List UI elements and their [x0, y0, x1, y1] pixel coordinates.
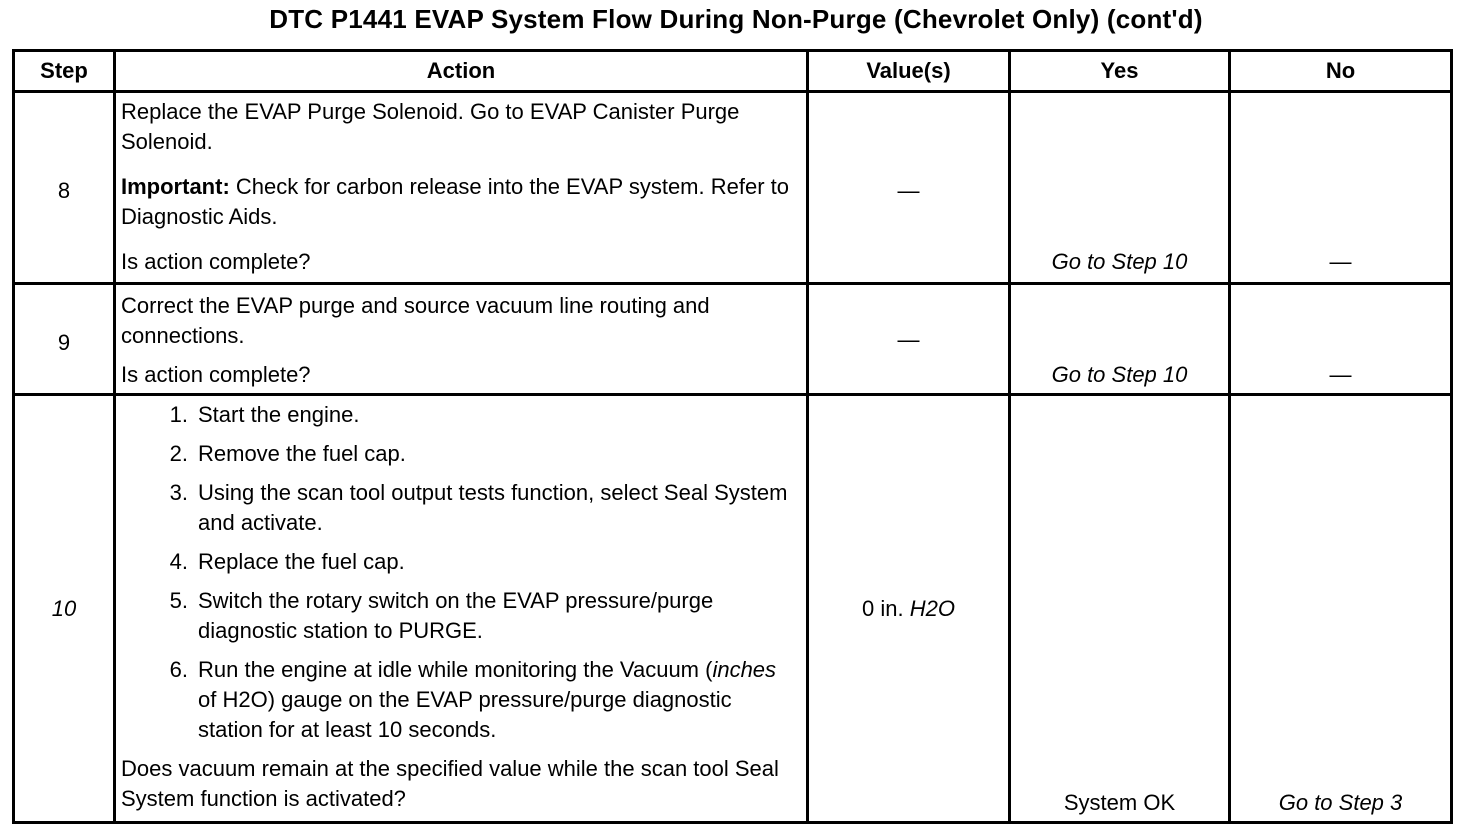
header-values: Value(s) — [808, 51, 1010, 92]
list-item — [150, 655, 798, 745]
substep-text: Switch the rotary switch on the EVAP pressure/purge diagnostic station to PURGE. — [198, 588, 714, 643]
no-cell — [1230, 284, 1452, 395]
action-cell — [115, 395, 808, 823]
value-cell — [808, 395, 1010, 823]
yes-cell — [1010, 395, 1230, 823]
substep-number: 1. — [169, 402, 188, 427]
header-yes: Yes — [1010, 51, 1230, 92]
no-text: — — [1329, 362, 1352, 387]
value-cell — [808, 284, 1010, 395]
substep-text: Remove the fuel cap. — [198, 441, 406, 466]
substep-text-part: of H2O) gauge on the EVAP pressure/purge diagnostic station for at least 10 seconds. — [198, 687, 732, 742]
substep-number: 5. — [169, 588, 188, 613]
table-row-step-8 — [14, 92, 1452, 284]
value-number: 0 in. — [862, 596, 904, 621]
action-cell — [115, 284, 808, 395]
yes-cell — [1010, 92, 1230, 284]
header-action: Action — [115, 51, 808, 92]
yes-text: Go to Step 10 — [1051, 249, 1188, 274]
important-note — [121, 172, 798, 232]
substep-text: Using the scan tool output tests function, select Seal System and activate. — [198, 480, 788, 535]
diagnostic-table — [12, 49, 1453, 824]
no-cell — [1230, 92, 1452, 284]
step-number: 9 — [57, 330, 71, 355]
substep-text-italic: inches — [712, 657, 777, 682]
list-item — [150, 478, 798, 538]
substep-text: Replace the fuel cap. — [198, 549, 405, 574]
important-text: Check for carbon release into the EVAP system. Refer to Diagnostic Aids. — [121, 174, 789, 229]
header-row — [14, 51, 1452, 92]
yes-cell — [1010, 284, 1230, 395]
yes-text: System OK — [1063, 790, 1176, 815]
value-text: — — [897, 178, 920, 203]
substep-number: 2. — [169, 441, 188, 466]
value-text: — — [897, 327, 920, 352]
action-instruction: Replace the EVAP Purge Solenoid. Go to EVAP Canister Purge Solenoid. — [121, 99, 740, 154]
substep-number: 3. — [169, 480, 188, 505]
action-cell — [115, 92, 808, 284]
substep-text-part: Run the engine at idle while monitoring the Vacuum ( — [198, 657, 713, 682]
step-cell — [14, 395, 115, 823]
header-no: No — [1230, 51, 1452, 92]
value-cell — [808, 92, 1010, 284]
action-instruction: Correct the EVAP purge and source vacuum line routing and connections. — [121, 293, 710, 348]
value-unit: H2O — [903, 596, 955, 621]
table-row-step-9 — [14, 284, 1452, 395]
no-text: — — [1329, 249, 1352, 274]
step-number: 8 — [57, 178, 71, 203]
substep-list — [150, 400, 798, 754]
page-title: DTC P1441 EVAP System Flow During Non-Purge (Chevrolet Only) (cont'd) — [269, 4, 1203, 34]
action-question: Does vacuum remain at the specified value while the scan tool Seal System function is activated? — [121, 756, 779, 811]
header-step: Step — [14, 51, 115, 92]
substep-number: 4. — [169, 549, 188, 574]
substep-text: Start the engine. — [198, 402, 360, 427]
substep-text — [198, 655, 798, 745]
yes-text: Go to Step 10 — [1051, 362, 1188, 387]
table-row-step-10 — [14, 395, 1452, 823]
important-label: Important: — [121, 174, 230, 199]
list-item — [150, 586, 798, 646]
no-cell — [1230, 395, 1452, 823]
no-text: Go to Step 3 — [1278, 790, 1403, 815]
step-number: 10 — [51, 596, 77, 621]
value-text — [809, 594, 1008, 624]
list-item — [150, 400, 798, 430]
action-question: Is action complete? — [121, 362, 311, 387]
substep-number: 6. — [169, 657, 188, 682]
step-cell — [14, 284, 115, 395]
step-cell — [14, 92, 115, 284]
action-question: Is action complete? — [121, 249, 311, 274]
list-item — [150, 439, 798, 469]
list-item — [150, 547, 798, 577]
